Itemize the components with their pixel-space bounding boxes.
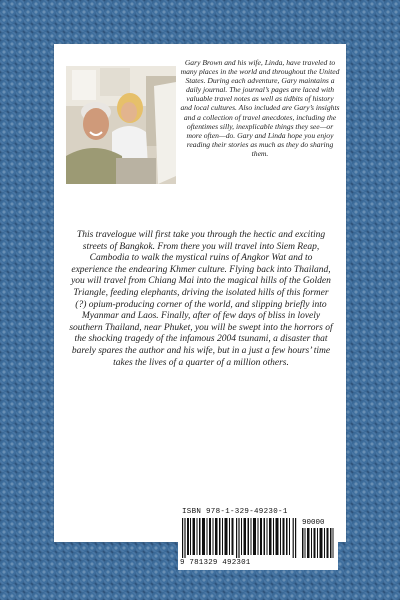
book-description: This travelogue will first take you through the hectic and exciting streets of Bangkok. From there you will travel into Siem Reap, Cambodia to walk the mystical ruins of Angkor Wat and to experience the endearing Khmer culture. Flying back into Thailand, you will travel from Chiang Mai into the magical hills of the Golden Triangle, feeding elephants, driving the isolated hills of this former (?) opium-producing corner of the world, and slipping briefly into Myanmar and Laos. Finally, after of few days of bliss in lovely southern Thailand, near Phuket, you will be swept into the horrors of the shocking tragedy of the infamous 2004 tsunami, a disaster that barely spares the author and his wife, but in a just a few hours’ time takes the lives of a quarter of a million others. [69,230,333,368]
price-barcode-bars [302,528,334,558]
author-photo-image [66,66,176,184]
price-code: 90000 [302,519,325,527]
author-photo [66,66,176,184]
isbn-barcode [178,506,338,570]
ean-barcode-bars [182,518,298,558]
author-bio: Gary Brown and his wife, Linda, have traveled to many places in the world and throughout the United States. During each adventure, Gary maintains a daily journal. The journal’s pages are laced with valuable travel notes as well as tidbits of history and local cultures. Also included are Gary’s insights and a collection of travel anecdotes, including the oftentimes silly, inexplicable things they see—or more often—do. Gary and Linda hope you enjoy reading their stories as much as they do sharing them. [180,58,340,158]
back-cover-panel [54,44,346,542]
ean-digits: 9 781329 492301 [180,559,251,567]
isbn-label: ISBN 978-1-329-49230-1 [182,508,288,516]
